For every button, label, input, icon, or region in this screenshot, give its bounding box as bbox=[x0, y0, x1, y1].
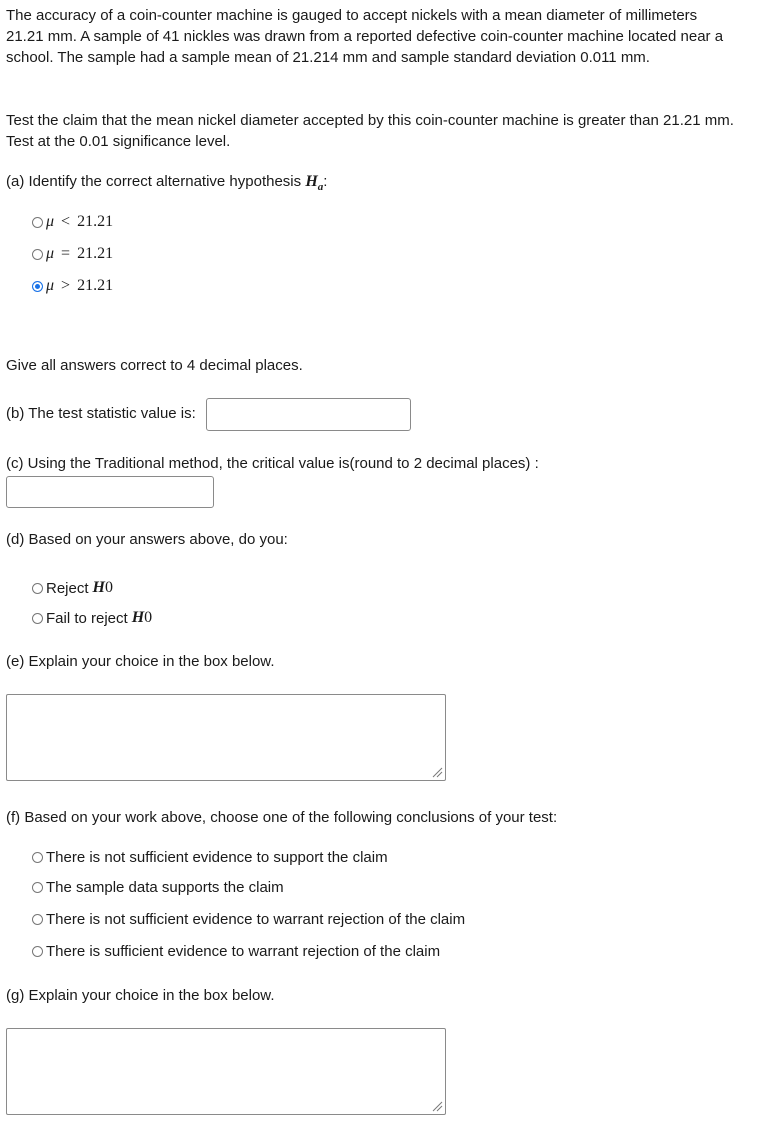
reject-h0-radio[interactable] bbox=[32, 583, 43, 594]
option-text: Fail to reject bbox=[46, 609, 128, 627]
part-g-label: (g) Explain your choice in the box below. bbox=[6, 987, 275, 1004]
h0-subscript: 0 bbox=[104, 579, 113, 596]
ha-option-0[interactable] bbox=[32, 213, 113, 231]
conclusion-option-0[interactable] bbox=[32, 849, 388, 866]
conclusion-option-2-radio[interactable] bbox=[32, 914, 43, 925]
option-text: Reject bbox=[46, 579, 89, 597]
conclusion-option-0-radio[interactable] bbox=[32, 852, 43, 863]
part-a-prompt bbox=[6, 173, 327, 193]
mu-symbol: μ bbox=[46, 213, 55, 230]
conclusion-option-text: There is not sufficient evidence to warrant rejection of the claim bbox=[46, 911, 466, 928]
h0-symbol: H bbox=[131, 609, 145, 626]
test-statistic-input[interactable] bbox=[206, 398, 411, 431]
resize-grip-icon[interactable] bbox=[431, 1100, 443, 1112]
part-d-label: (d) Based on your answers above, do you: bbox=[6, 531, 288, 548]
ha-option-0-radio[interactable] bbox=[32, 217, 43, 228]
operator: = bbox=[61, 245, 71, 262]
ha-option-1[interactable] bbox=[32, 245, 113, 263]
explain-e-textarea[interactable] bbox=[6, 694, 446, 781]
value: 21.21 bbox=[77, 245, 114, 262]
mu-symbol: μ bbox=[46, 245, 55, 262]
part-e-label: (e) Explain your choice in the box below. bbox=[6, 653, 275, 670]
operator: < bbox=[61, 213, 71, 230]
conclusion-option-2[interactable] bbox=[32, 911, 465, 928]
conclusion-option-text: The sample data supports the claim bbox=[46, 879, 284, 896]
resize-grip-icon[interactable] bbox=[431, 766, 443, 778]
conclusion-option-3-radio[interactable] bbox=[32, 946, 43, 957]
explain-e-container bbox=[6, 694, 446, 781]
ha-colon: : bbox=[323, 173, 328, 190]
ha-option-2[interactable] bbox=[32, 277, 113, 295]
problem-claim: Test the claim that the mean nickel diameter accepted by this coin-counter machine is greater than 21.21 mm. Test at the 0.01 significance level. bbox=[6, 112, 734, 150]
conclusion-option-3[interactable] bbox=[32, 943, 440, 960]
explain-g-textarea[interactable] bbox=[6, 1028, 446, 1115]
instructions: Give all answers correct to 4 decimal places. bbox=[6, 357, 303, 374]
conclusion-option-text: There is sufficient evidence to warrant rejection of the claim bbox=[46, 943, 441, 960]
part-b-label: (b) The test statistic value is: bbox=[6, 405, 196, 422]
conclusion-option-text: There is not sufficient evidence to support the claim bbox=[46, 849, 388, 866]
mu-symbol: μ bbox=[46, 277, 55, 294]
part-f-label: (f) Based on your work above, choose one of the following conclusions of your test: bbox=[6, 809, 558, 826]
conclusion-option-1[interactable] bbox=[32, 879, 284, 896]
value: 21.21 bbox=[77, 277, 114, 294]
reject-h0-option[interactable] bbox=[32, 579, 113, 597]
part-c-label: (c) Using the Traditional method, the critical value is(round to 2 decimal places) : bbox=[6, 455, 539, 472]
critical-value-input[interactable] bbox=[6, 476, 214, 508]
ha-option-2-radio-selected[interactable] bbox=[32, 281, 43, 292]
explain-g-container bbox=[6, 1028, 446, 1115]
operator: > bbox=[61, 277, 71, 294]
ha-subscript: a bbox=[317, 181, 324, 193]
conclusion-option-1-radio[interactable] bbox=[32, 882, 43, 893]
ha-option-1-radio[interactable] bbox=[32, 249, 43, 260]
h0-subscript: 0 bbox=[144, 609, 153, 626]
ha-symbol: H bbox=[305, 173, 318, 190]
h0-symbol: H bbox=[92, 579, 105, 596]
problem-intro: The accuracy of a coin-counter machine is gauged to accept nickels with a mean diameter of millimeters 21.21 mm. A sample of 41 nickles was drawn from a reported defective coin-counter machine located near a school. The sample had a sample mean of 21.214 mm and sample standard deviation 0.011 mm. bbox=[6, 7, 724, 66]
part-a-prompt-text: (a) Identify the correct alternative hypothesis bbox=[6, 173, 302, 190]
fail-to-reject-h0-radio[interactable] bbox=[32, 613, 43, 624]
fail-to-reject-h0-option[interactable] bbox=[32, 609, 152, 627]
value: 21.21 bbox=[77, 213, 114, 230]
